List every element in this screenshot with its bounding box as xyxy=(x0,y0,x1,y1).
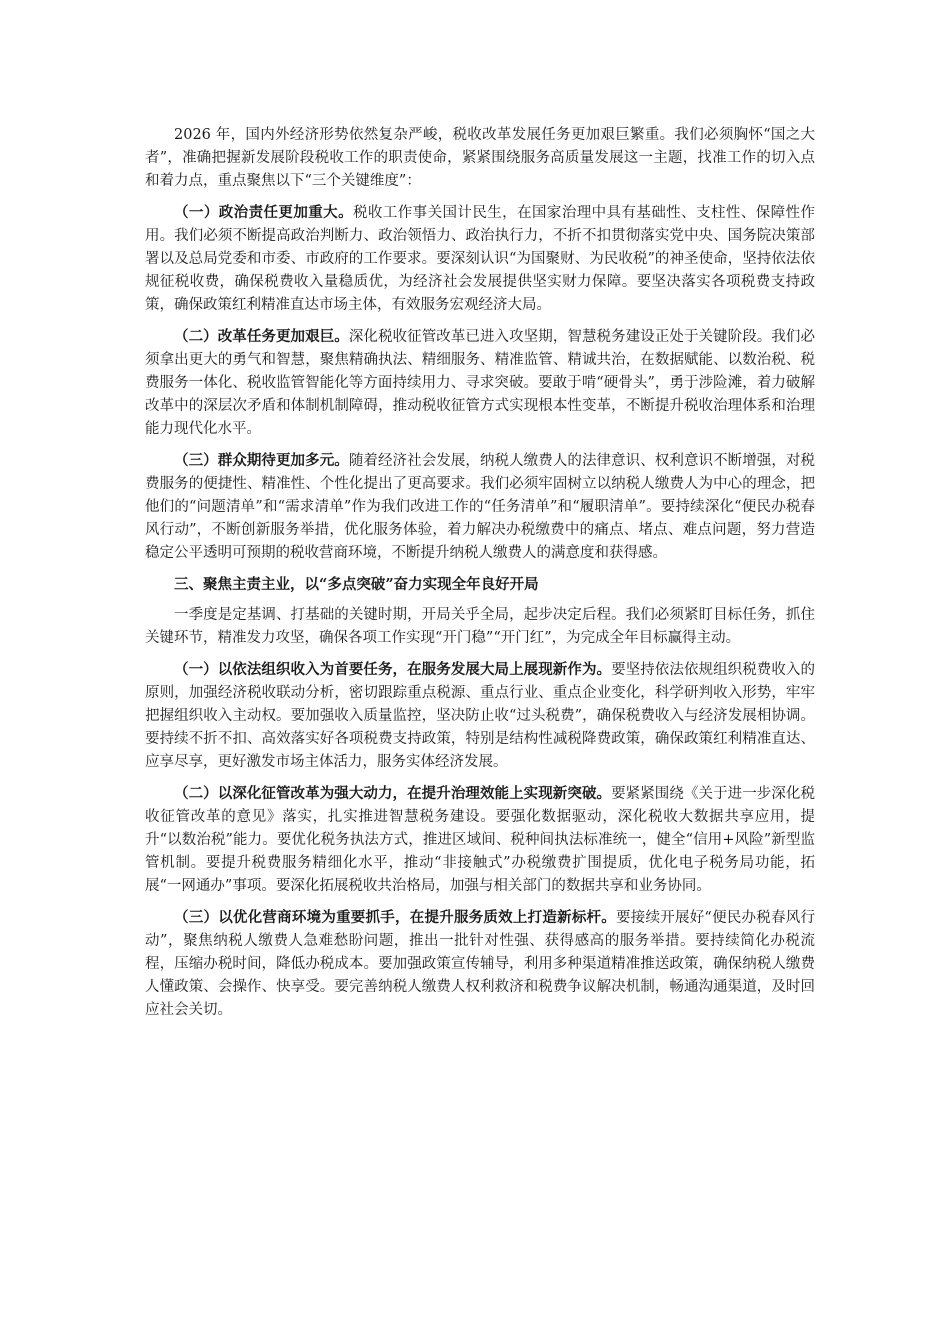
dimension-body-2: 深化税收征管改革已进入攻坚期，智慧税务建设正处于关键阶段。我们必须拿出更大的勇气和智慧，聚焦精确执法、精细服务、精准监管、精诚共治，在数据赋能、以数治税、税费服务一体化、税收监管智能化等方面持续用力、寻求突破。要敢于啃“硬骨头”，勇于涉险滩，着力破解改革中的深层次矛盾和体制机制障碍，推动税收征管方式实现根本性变革，不断提升税收治理体系和治理能力现代化水平。 xyxy=(145,329,816,437)
task-body-1: 要坚持依法依规组织税费收入的原则，加强经济税收联动分析，密切跟踪重点税源、重点行业、重点企业变化，科学研判收入形势，牢牢把握组织收入主动权。要加强收入质量监控，坚决防止收“过头税费”，确保税费收入与经济发展相协调。要持续不折不扣、高效落实好各项税费支持政策，特别是结构性减税降费政策，确保政策红利精准直达、应享尽享，更好激发市场主体活力，服务实体经济发展。 xyxy=(145,662,815,770)
dimension-heading-3: （三）群众期待更加多元。 xyxy=(174,452,349,469)
section-3-intro: 一季度是定基调、打基础的关键时期，开局关乎全局，起步决定后程。我们必须紧盯目标任务，抓住关键环节，精准发力攻坚，确保各项工作实现“开门稳”“开门红”，为完成全年目标赢得主动。 xyxy=(145,607,815,646)
task-paragraph-2 xyxy=(145,782,815,898)
section-3-heading: 三、聚焦主责主业，以“多点突破”奋力实现全年良好开局 xyxy=(174,576,539,593)
dimension-paragraph-1 xyxy=(145,201,815,317)
task-heading-2: （二）以深化征管改革为强大动力，在提升治理效能上实现新突破。 xyxy=(174,785,612,802)
intro-paragraph: 2026 年，国内外经济形势依然复杂严峻，税收改革发展任务更加艰巨繁重。我们必须胸怀“国之大者”，准确把握新发展阶段税收工作的职责使命，紧紧围绕服务高质量发展这一主题，找准工作的切入点和着力点，重点聚焦以下“三个关键维度”： xyxy=(145,127,815,189)
task-heading-3: （三）以优化营商环境为重要抓手，在提升服务质效上打造新标杆。 xyxy=(174,909,617,926)
document-page xyxy=(145,124,815,1030)
dimension-body-3: 随着经济社会发展，纳税人缴费人的法律意识、权利意识不断增强，对税费服务的便捷性、精准性、个性化提出了更高要求。我们必须牢固树立以纳税人缴费人为中心的理念，把他们的“问题清单”和“需求清单”作为我们改进工作的“任务清单”和“履职清单”。要持续深化“便民办税春风行动”，不断创新服务举措，优化服务体验，着力解决办税缴费中的痛点、堵点、难点问题，努力营造稳定公平透明可预期的税收营商环境，不断提升纳税人缴费人的满意度和获得感。 xyxy=(145,453,816,561)
dimension-body-1: 税收工作事关国计民生，在国家治理中具有基础性、支柱性、保障性作用。我们必须不断提高政治判断力、政治领悟力、政治执行力，不折不扣贯彻落实党中央、国务院决策部署以及总局党委和市委、市政府的工作要求。要深刻认识“为国聚财、为民收税”的神圣使命，坚持依法依规征税收费，确保税费收入量稳质优，为经济社会发展提供坚实财力保障。要坚决落实各项税费支持政策，确保政策红利精准直达市场主体，有效服务宏观经济大局。 xyxy=(145,205,815,313)
dimension-heading-1: （一）政治责任更加重大。 xyxy=(174,204,353,221)
task-body-3: 要接续开展好“便民办税春风行动”，聚焦纳税人缴费人急难愁盼问题，推出一批针对性强、获得感高的服务举措。要持续简化办税流程，压缩办税时间，降低办税成本。要加强政策宣传辅导，利用多种渠道精准推送政策，确保纳税人缴费人懂政策、会操作、快享受。要完善纳税人缴费人权利救济和税费争议解决机制，畅通沟通渠道，及时回应社会关切。 xyxy=(145,910,815,1018)
task-paragraph-3 xyxy=(145,906,815,1022)
dimension-heading-2: （二）改革任务更加艰巨。 xyxy=(174,328,349,345)
task-heading-1: （一）以依法组织收入为首要任务，在服务发展大局上展现新作为。 xyxy=(174,661,612,678)
dimension-paragraph-3 xyxy=(145,449,815,565)
task-body-2: 要紧紧围绕《关于进一步深化税收征管改革的意见》落实，扎实推进智慧税务建设。要强化数据驱动，深化税收大数据共享应用，提升“以数治税”能力。要优化税务执法方式，推进区域间、税种间执法标准统一，健全“信用+风险”新型监管机制。要提升税费服务精细化水平，推动“非接触式”办税缴费扩围提质，优化电子税务局功能，拓展“一网通办”事项。要深化拓展税收共治格局，加强与相关部门的数据共享和业务协同。 xyxy=(145,786,815,894)
dimension-paragraph-2 xyxy=(145,325,815,441)
task-paragraph-1 xyxy=(145,658,815,774)
